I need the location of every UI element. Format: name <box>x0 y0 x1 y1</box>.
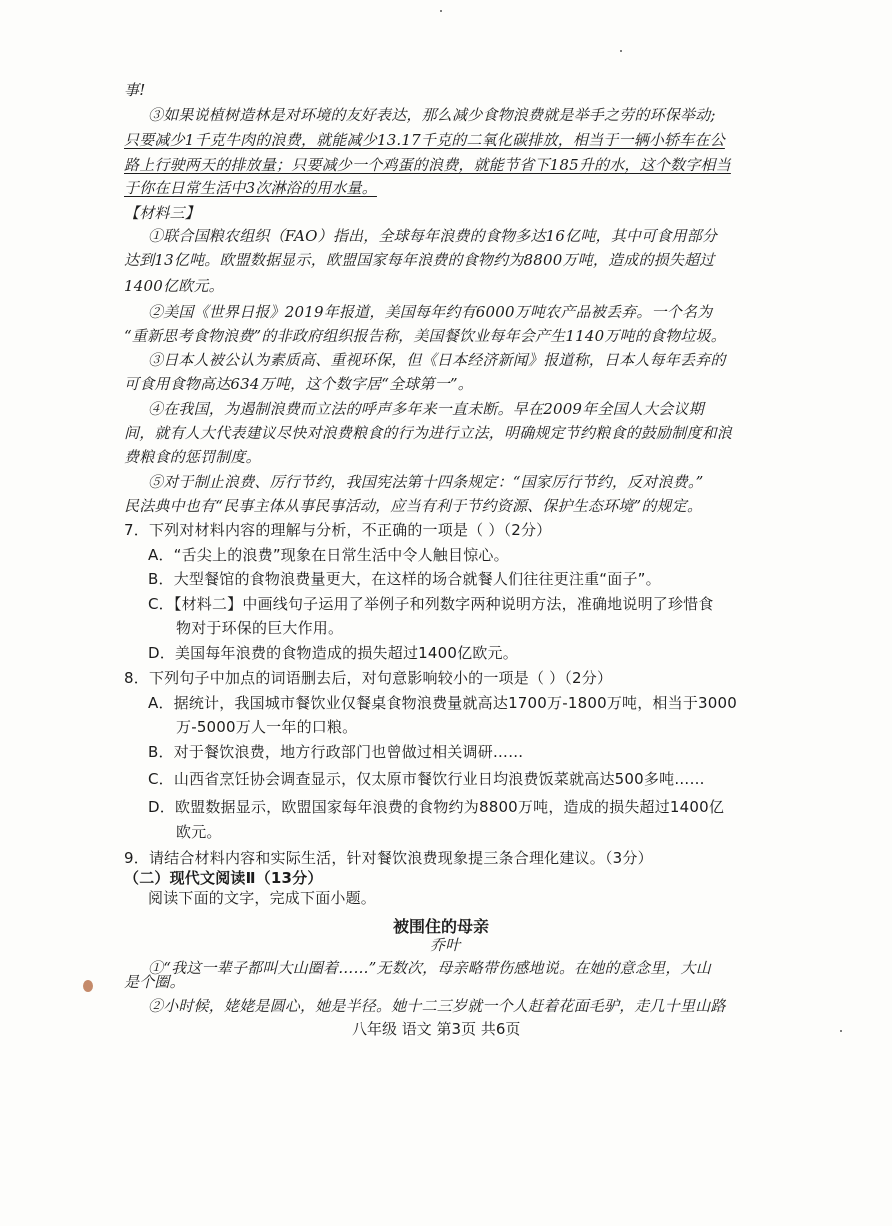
text-line: ①“我这一辈子都叫大山圈着……”无数次，母亲略带伤感地说。在她的意念里，大山 <box>148 959 711 977</box>
option-d: D．美国每年浪费的食物造成的损失超过1400亿欧元。 <box>148 644 518 662</box>
question-9: 9．请结合材料内容和实际生活，针对餐饮浪费现象提三条合理化建议。（3分） <box>124 849 653 867</box>
option-a: A．据统计，我国城市餐饮业仅餐桌食物浪费量就高达1700万-1800万吨，相当于3000 <box>148 694 737 712</box>
text-line: ①联合国粮农组织（FAO）指出，全球每年浪费的食物多达16亿吨，其中可食用部分 <box>148 227 718 245</box>
article-title: 被围住的母亲 <box>393 917 490 936</box>
option-a-cont: 万-5000万人一年的口粮。 <box>176 718 358 736</box>
scan-dot <box>620 50 622 52</box>
text-line: 1400亿欧元。 <box>124 277 224 295</box>
option-d: D．欧盟数据显示，欧盟国家每年浪费的食物约为8800万吨，造成的损失超过1400亿 <box>148 798 725 816</box>
text-line: 是个圈。 <box>124 973 185 991</box>
underlined-line: 路上行驶两天的排放量；只要减少一个鸡蛋的浪费，就能节省下185升的水，这个数字相当 <box>124 156 731 174</box>
scan-dot <box>840 1030 842 1032</box>
text-line: ④在我国，为遏制浪费而立法的呼声多年来一直未断。早在2009年全国人大会议期 <box>148 400 704 418</box>
text-line: 达到13亿吨。欧盟数据显示，欧盟国家每年浪费的食物约为8800万吨，造成的损失超过 <box>124 251 715 269</box>
option-a: A．“舌尖上的浪费”现象在日常生活中令人触目惊心。 <box>148 546 509 564</box>
section-heading: 【材料三】 <box>124 204 201 222</box>
text-line: “重新思考食物浪费”的非政府组织报告称，美国餐饮业每年会产生1140万吨的食物垃圾。 <box>124 327 726 345</box>
text-line: ③如果说植树造林是对环境的友好表达，那么减少食物浪费就是举手之劳的环保举动; <box>148 106 716 124</box>
text-line: 民法典中也有“民事主体从事民事活动，应当有利于节约资源、保护生态环境”的规定。 <box>124 497 703 515</box>
scan-dot <box>440 10 442 12</box>
option-b: B．大型餐馆的食物浪费量更大，在这样的场合就餐人们往往更注重“面子”。 <box>148 570 661 588</box>
text-line: 间，就有人大代表建议尽快对浪费粮食的行为进行立法，明确规定节约粮食的鼓励制度和浪 <box>124 424 733 442</box>
option-c: C．山西省烹饪协会调查显示，仅太原市餐饮行业日均浪费饭菜就高达500多吨…… <box>148 770 705 788</box>
option-d-cont: 欧元。 <box>176 823 222 841</box>
text-line: 费粮食的惩罚制度。 <box>124 448 261 466</box>
article-author: 乔叶 <box>430 936 461 954</box>
instruction: 阅读下面的文字，完成下面小题。 <box>148 889 377 907</box>
question-8: 8．下列句子中加点的词语删去后，对句意影响较小的一项是（ ）（2分） <box>124 669 613 687</box>
text-line: ②小时候，姥姥是圆心，她是半径。她十二三岁就一个人赶着花面毛驴，走几十里山路 <box>148 997 726 1015</box>
option-b: B．对于餐饮浪费，地方行政部门也曾做过相关调研…… <box>148 743 524 761</box>
text-line: 可食用食物高达634万吨，这个数字居“全球第一”。 <box>124 375 473 393</box>
option-c-cont: 物对于环保的巨大作用。 <box>176 619 344 637</box>
scan-speck <box>83 980 93 992</box>
text-line: ③日本人被公认为素质高、重视环保，但《日本经济新闻》报道称，日本人每年丢弃的 <box>148 351 726 369</box>
text-line: ⑤对于制止浪费、厉行节约，我国宪法第十四条规定：“国家厉行节约，反对浪费。” <box>148 473 704 491</box>
underlined-line: 只要减少1千克牛肉的浪费，就能减少13.17千克的二氧化碳排放，相当于一辆小轿车在公 <box>124 131 725 149</box>
text-line: 事! <box>124 81 146 99</box>
question-7: 7．下列对材料内容的理解与分析，不正确的一项是（ ）（2分） <box>124 521 552 539</box>
page-footer: 八年级 语文 第3页 共6页 <box>352 1020 521 1038</box>
text-line: ②美国《世界日报》2019年报道，美国每年约有6000万吨农产品被丢弃。一个名为 <box>148 303 713 321</box>
option-c: C．【材料二】中画线句子运用了举例子和列数字两种说明方法，准确地说明了珍惜食 <box>148 595 714 613</box>
section-title: （二）现代文阅读Ⅱ（13分） <box>124 869 323 887</box>
underlined-line: 于你在日常生活中3次淋浴的用水量。 <box>124 179 377 197</box>
